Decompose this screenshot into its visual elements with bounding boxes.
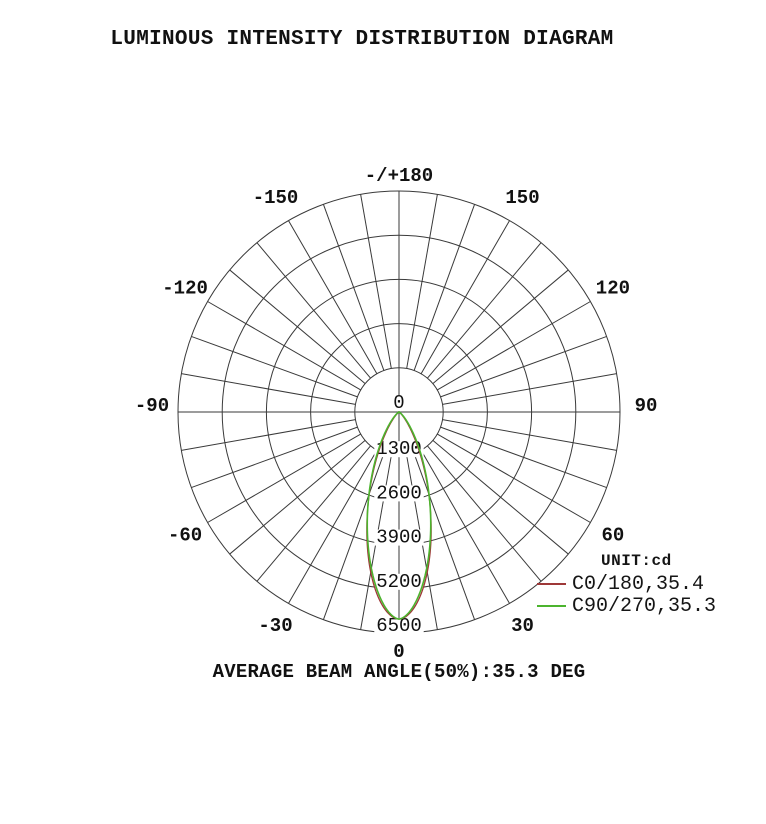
grid-spoke [289,450,377,603]
grid-spoke [437,302,590,390]
grid-spoke [427,446,541,581]
angle-label-90: 90 [634,395,658,417]
angle-label-120: 120 [595,277,631,300]
grid-spoke [421,450,509,603]
grid-spoke [208,434,361,522]
radial-label-1300: 1300 [376,438,422,461]
angle-label-150: 150 [505,187,540,210]
angle-label--60: -60 [167,524,203,547]
legend-entry-label: C0/180,35.4 [572,572,705,596]
grid-spoke [323,204,383,370]
grid-spoke [443,420,617,451]
radial-label-5200: 5200 [376,570,422,593]
radial-label-2600: 2600 [376,482,422,505]
grid-spoke [181,374,355,405]
grid-spoke [191,336,357,396]
grid-spoke [441,336,607,396]
grid-spoke [181,420,355,451]
grid-spoke [427,243,541,378]
radial-label-0: 0 [393,392,405,414]
legend-entry-c90-270 [537,595,716,617]
grid-spoke [433,440,568,554]
grid-spoke [443,374,617,405]
grid-spoke [421,221,509,374]
angle-label--120: -120 [162,277,208,300]
angle-label--90: -90 [134,395,170,417]
grid-spoke [257,243,371,378]
legend-green-line-icon [537,605,566,607]
angle-label-60: 60 [601,524,625,547]
grid-spoke [437,434,590,522]
legend [537,552,716,617]
grid-spoke [191,427,357,487]
grid-spoke [361,194,392,368]
legend-entry-c0-180 [537,573,716,595]
angle-label-30: 30 [511,614,534,637]
grid-spoke [433,270,568,384]
angle-label--+180: -/+180 [364,165,434,187]
legend-red-line-icon [537,583,566,585]
legend-unit-label: UNIT:cd [601,552,672,570]
angle-label--150: -150 [252,187,299,210]
beam-angle-caption: AVERAGE BEAM ANGLE(50%):35.3 DEG [212,661,586,683]
grid-spoke [208,302,361,390]
page-title: LUMINOUS INTENSITY DISTRIBUTION DIAGRAM [110,28,614,51]
grid-spoke [230,270,365,384]
grid-spoke [414,204,474,370]
grid-spoke [289,221,377,374]
angle-label-0: 0 [393,641,405,663]
grid-spoke [407,194,438,368]
grid-spoke [441,427,607,487]
grid-spoke [257,446,371,581]
radial-label-3900: 3900 [376,526,422,549]
grid-spoke [230,440,365,554]
legend-entry-label: C90/270,35.3 [572,594,717,618]
radial-label-6500: 6500 [376,615,422,637]
angle-label--30: -30 [258,614,293,637]
